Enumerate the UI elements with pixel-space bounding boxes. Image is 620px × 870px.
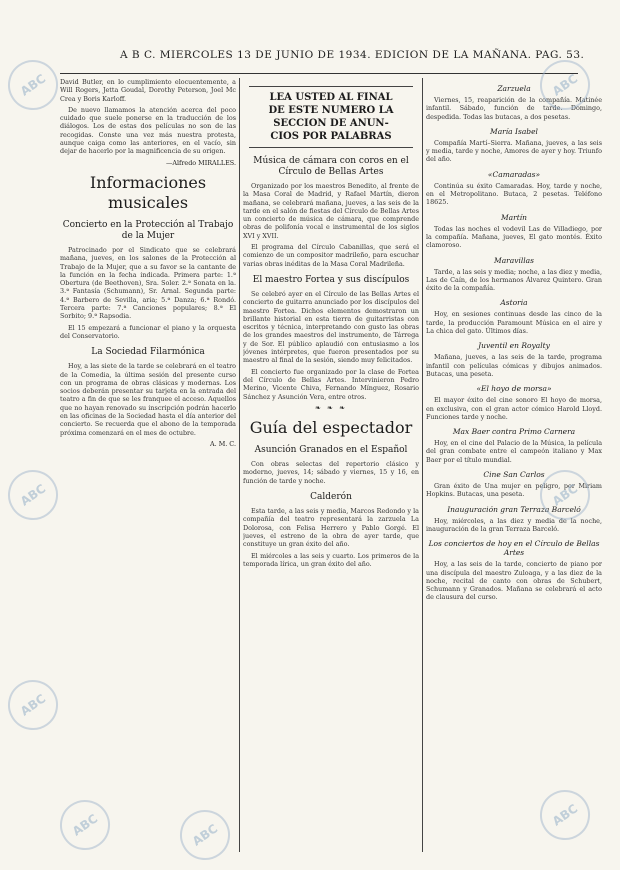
listing-heading-hoyo-morsa: «El hoyo de morsa» <box>476 384 552 394</box>
listing-heading-zarzuela: Zarzuela <box>497 84 531 93</box>
article-heading-concierto: Concierto en la Protección al Trabajo de la Mujer <box>62 219 234 241</box>
abc-watermark: ABC <box>530 460 600 530</box>
article-body-concierto-2: El 15 empezará a funcionar el piano y la orquesta del Conservatorio. <box>60 323 236 340</box>
abc-watermark: ABC <box>0 50 68 120</box>
notice-line: LEA USTED AL FINAL <box>269 92 393 103</box>
listing-body-san-carlos: Gran éxito de Una mujer en peligro, por Miriam Hopkins. Butacas, una peseta. <box>426 482 602 499</box>
article-heading-sociedad-filarmonica: La Sociedad Filarmónica <box>91 347 205 358</box>
section-heading-informaciones-musicales: Informaciones musicales <box>89 172 207 212</box>
column-1 <box>60 78 236 852</box>
listing-body-conciertos-hoy: Hoy, a las seis de la tarde, concierto de piano por una discípula del maestro Zuloaga, y a las diez de la noche, recital de canto con obras de Schubert, Schumann y Granados. Mañana se celebrará el acto de clausura del curso. <box>426 560 602 602</box>
listing-body-royalty: Mañana, jueves, a las seis de la tarde, programa infantil con películas cómicas y dibujos animados. Butacas, una peseta. <box>426 353 602 378</box>
listing-body-martin: Todas las noches el vodevil Las de Villadiego, por la compañía. Mañana, jueves, El gato montés. Éxito clamoroso. <box>426 224 602 250</box>
article-heading-musica-camara: Música de cámara con coros en el Círculo de Bellas Artes <box>253 156 409 177</box>
listing-body-hoyo-morsa: El mayor éxito del cine sonoro El hoyo de morsa, en exclusiva, con el gran actor cómico Harold Lloyd. Funciones tarde y noche. <box>426 396 602 421</box>
listing-body-maravillas: Tarde, a las seis y media; noche, a las diez y media, Las de Caín, de los hermanos Álvarez Quintero. Gran éxito de la compañía. <box>426 267 602 293</box>
article-heading-fortea: El maestro Fortea y sus discípulos <box>252 274 410 285</box>
section-heading-guia-espectador: Guía del espectador <box>249 418 413 438</box>
article-body-calderon-2: El miércoles a las seis y cuarto. Los primeros de la temporada lírica, un gran éxito del año. <box>243 551 419 568</box>
column-divider-1 <box>239 78 240 852</box>
article-body-asuncion: Con obras selectas del repertorio clásico y moderno, jueves, 14; sábado y viernes, 15 y 16, en función de tarde y noche. <box>243 460 419 485</box>
abc-watermark: ABC <box>170 800 240 870</box>
intro-paragraph-2: De nuevo llamamos la atención acerca del poco cuidado que suele ponerse en la traducción de los diálogos. Los de estas dos películas no son de las recogidas. Conste una vez más nuestra protesta, aunque caiga como las anteriores, en el vacío, sin dejar de hacerlo por la magnificencia de su origen. <box>60 105 236 156</box>
header-rule <box>60 73 578 74</box>
listing-body-maria-isabel: Compañía Martí–Sierra. Mañana, jueves, a las seis y media, tarde y noche, Amores de ayer y hoy. Triunfo del año. <box>426 138 602 164</box>
article-body-sociedad: Hoy, a las siete de la tarde se celebrará en el teatro de la Comedia, la última sesión del presente curso con un programa de obras clásicas y modernas. Los socios deberán presentar su tarjeta en la entrada del teatro a fin de que se les franquee el acceso. Aquellos que no hayan renovado su inscripción podrán hacerlo en las oficinas de la Sociedad hasta el día anterior del concierto. Se recuerda que el abono de la temporada próxima comenzará en el mes de octubre. <box>60 362 236 437</box>
listing-heading-astoria: Astoria <box>500 298 528 308</box>
listing-heading-conciertos-hoy: Los conciertos de hoy en el Círculo de Bellas Artes <box>428 539 600 558</box>
listing-heading-san-carlos: Cine San Carlos <box>483 470 545 480</box>
article-body-calderon: Esta tarde, a las seis y media, Marcos Redondo y la compañía del teatro representará la zarzuela La Dolorosa, con Felisa Herrero y Pablo Gorgé. El jueves, el estreno de la obra de ayer tarde, que constituye un gran éxito del año. <box>243 507 419 549</box>
article-body-fortea: Se celebró ayer en el Círculo de las Bellas Artes el concierto de guitarra anunciado por los discípulos del maestro Fortea. Dichos elementos demostraron un brillante historial en esta tierra de guitarristas con escritos y técnica, interpretando con gusto las obras de los grandes maestros del instrumento, de Tárrega y de Sor. El público aplaudió con entusiasmo a los jóvenes intérpretes, que fueron presentados por su maestro al final de la sesión, siendo muy felicitados. <box>243 289 419 365</box>
listing-heading-terraza-barcelo: Inauguración gran Terraza Barceló <box>447 504 581 514</box>
listing-body-terraza-barcelo: Hoy, miércoles, a las diez y media de la noche, inauguración de la gran Terraza Barceló. <box>426 516 602 533</box>
listing-heading-camaradas: «Camaradas» <box>487 169 541 179</box>
notice-line: SECCION DE ANUN- <box>273 118 389 129</box>
article-body-musica-camara: Organizado por los maestros Benedito, al frente de la Masa Coral de Madrid, y Rafael Martín, dieron mañana, se celebrará mañana, jueves, a las seis de la tarde en el salón de fiestas del Círculo de Bellas Artes un concierto de música de cámara, que comprende obras de polifonía vocal e instrumental de los siglos XVI y XVII. <box>243 182 419 240</box>
ornament-separator: ❧ ❧ ❧ <box>314 403 348 412</box>
listing-body-astoria: Hoy, en sesiones continuas desde las cinco de la tarde, la producción Paramount Música en el aire y La chica del gato. Últimos días. <box>426 310 602 336</box>
article-heading-calderon: Calderón <box>310 492 352 503</box>
abc-watermark: ABC <box>530 780 600 850</box>
article-heading-asuncion-granados: Asunción Granados en el Español <box>254 445 408 456</box>
listing-heading-maria-isabel: María Isabel <box>490 126 538 136</box>
intro-signature: —Alfredo MIRALLES. <box>165 158 236 167</box>
classified-ads-notice <box>249 86 413 148</box>
listing-heading-maravillas: Maravillas <box>494 255 534 265</box>
abc-watermark: ABC <box>0 670 68 740</box>
article-body-fortea-2: El concierto fue organizado por la clase de Fortea del Círculo de Bellas Artes. Intervinieron Pedro Merino, Vicente Chiva, Fernando Mínguez, Rosario Sánchez y Asunción Vera, entre otros. <box>243 367 419 401</box>
column-3 <box>426 78 602 852</box>
listing-heading-max-baer: Max Baer contra Primo Carnera <box>452 427 576 437</box>
article-signature-sociedad: A. M. C. <box>210 439 236 448</box>
article-body-concierto: Patrocinado por el Sindicato que se celebrará mañana, jueves, en los salones de la Protección al Trabajo de la Mujer, que a su favor se la cantante de la función en la fecha indicada. Primera parte: 1.ª Obertura (de Beethoven), Sra. Soler. 2.ª Sonata en la. 3.ª Fantasía (Schumann), Sr. Arnal. Segunda parte: 4.ª Barbero de Sevilla, aria; 5.ª Danza; 6.ª Rondó. Tercera parte: 7.ª Canciones populares; 8.ª El Sorbito; 9.ª Rapsodia. <box>60 245 236 321</box>
listing-heading-royalty: Juventil en Royalty <box>478 341 550 351</box>
listing-heading-martin: Martín <box>501 212 527 222</box>
notice-line: DE ESTE NUMERO LA <box>268 105 394 116</box>
listing-body-max-baer: Hoy, en el cine del Palacio de la Música, la película del gran combate entre el campeón italiano y Max Baer por el título mundial. <box>426 439 602 464</box>
article-body-musica-camara-2: El programa del Círculo Cabanillas, que será el comienzo de un compositor madrileño, para escuchar varias obras inéditas de la Masa Coral Madrileña. <box>243 243 419 268</box>
abc-watermark: ABC <box>50 790 120 860</box>
abc-watermark: ABC <box>0 460 68 530</box>
page-header: A B C. MIERCOLES 13 DE JUNIO DE 1934. EDICION DE LA MAÑANA. PAG. 53. <box>120 49 585 61</box>
column-2 <box>243 78 419 852</box>
listing-body-camaradas: Continúa su éxito Camaradas. Hoy, tarde y noche, en el Metropolitano. Butaca, 2 pesetas. Teléfono 18625. <box>426 181 602 207</box>
intro-paragraph: David Butler, en lo cumplimiento elocuentemente, a Will Rogers, Jetta Goudal, Dorothy Peterson, Joel Mc Crea y Boris Karloff. <box>60 78 236 103</box>
abc-watermark: ABC <box>530 50 600 120</box>
column-divider-2 <box>422 78 423 852</box>
notice-line: CIOS POR PALABRAS <box>270 131 392 142</box>
listing-body-zarzuela: Viernes, 15, reaparición de la compañía. Matinée infantil. Sábado, función de tarde. Domingo, despedida. Todas las butacas, a dos pesetas. <box>426 96 602 121</box>
